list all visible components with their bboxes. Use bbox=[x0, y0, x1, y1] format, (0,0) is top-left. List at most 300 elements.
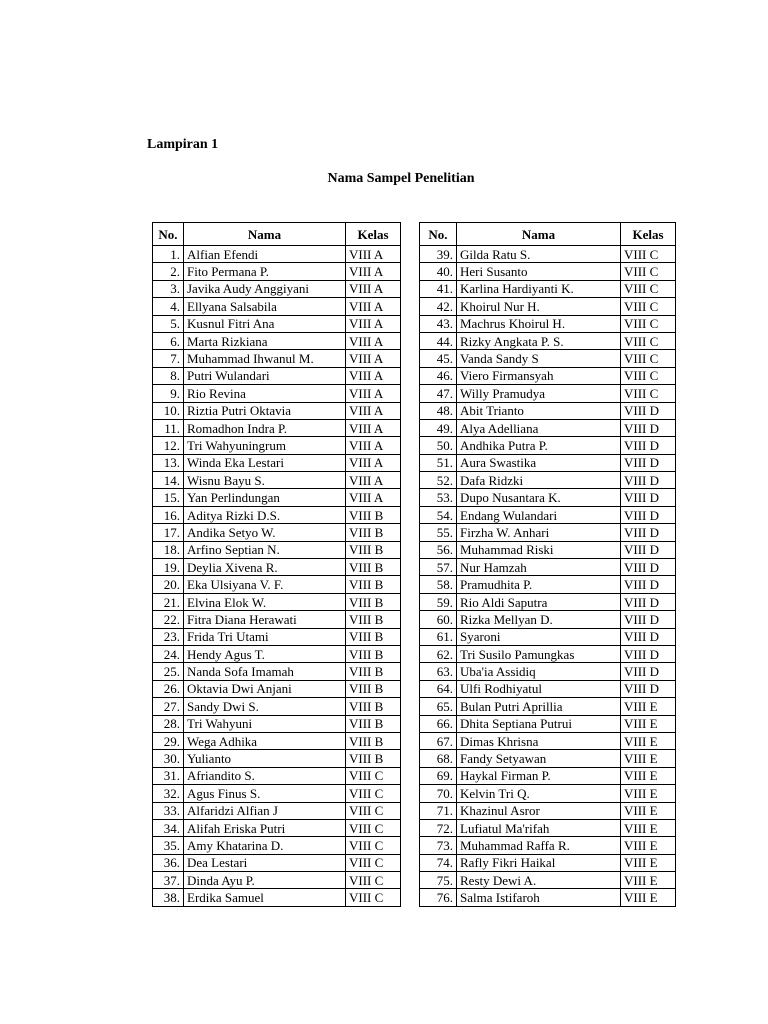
student-class: VIII E bbox=[621, 802, 676, 819]
table-row bbox=[420, 263, 676, 280]
student-name: Vanda Sandy S bbox=[457, 350, 621, 367]
table-row bbox=[420, 698, 676, 715]
table-row bbox=[153, 872, 401, 889]
header-name: Nama bbox=[184, 223, 346, 246]
student-name: Resty Dewi A. bbox=[457, 872, 621, 889]
student-class: VIII E bbox=[621, 819, 676, 836]
table-row bbox=[153, 611, 401, 628]
row-number: 49. bbox=[420, 419, 457, 436]
student-name: Pramudhita P. bbox=[457, 576, 621, 593]
student-name: Alfian Efendi bbox=[184, 246, 346, 263]
table-row bbox=[153, 628, 401, 645]
student-name: Dimas Khrisna bbox=[457, 732, 621, 749]
student-name: Agus Finus S. bbox=[184, 785, 346, 802]
student-class: VIII E bbox=[621, 785, 676, 802]
table-row bbox=[420, 385, 676, 402]
table-row bbox=[153, 315, 401, 332]
student-class: VIII D bbox=[621, 419, 676, 436]
table-row bbox=[153, 524, 401, 541]
table-row bbox=[153, 489, 401, 506]
student-name: Alya Adelliana bbox=[457, 419, 621, 436]
table-row bbox=[153, 437, 401, 454]
student-name: Ulfi Rodhiyatul bbox=[457, 680, 621, 697]
table-row bbox=[420, 854, 676, 871]
row-number: 60. bbox=[420, 611, 457, 628]
table-row bbox=[420, 680, 676, 697]
table-row bbox=[153, 802, 401, 819]
row-number: 59. bbox=[420, 593, 457, 610]
student-name: Aura Swastika bbox=[457, 454, 621, 471]
table-row bbox=[420, 663, 676, 680]
student-class: VIII D bbox=[621, 611, 676, 628]
table-row bbox=[420, 332, 676, 349]
student-name: Erdika Samuel bbox=[184, 889, 346, 906]
table-row bbox=[420, 489, 676, 506]
row-number: 39. bbox=[420, 246, 457, 263]
row-number: 36. bbox=[153, 854, 184, 871]
row-number: 73. bbox=[420, 837, 457, 854]
student-class: VIII C bbox=[346, 854, 401, 871]
row-number: 5. bbox=[153, 315, 184, 332]
document-title: Nama Sampel Penelitian bbox=[327, 171, 475, 186]
student-name: Javika Audy Anggiyani bbox=[184, 280, 346, 297]
table-row bbox=[420, 576, 676, 593]
table-row bbox=[153, 402, 401, 419]
row-number: 76. bbox=[420, 889, 457, 906]
student-name: Muhammad Ihwanul M. bbox=[184, 350, 346, 367]
row-number: 55. bbox=[420, 524, 457, 541]
student-class: VIII B bbox=[346, 680, 401, 697]
table-row bbox=[420, 350, 676, 367]
row-number: 19. bbox=[153, 559, 184, 576]
table-row bbox=[153, 698, 401, 715]
student-class: VIII C bbox=[621, 332, 676, 349]
row-number: 53. bbox=[420, 489, 457, 506]
student-name: Fandy Setyawan bbox=[457, 750, 621, 767]
student-name: Kelvin Tri Q. bbox=[457, 785, 621, 802]
student-name: Muhammad Raffa R. bbox=[457, 837, 621, 854]
student-class: VIII B bbox=[346, 732, 401, 749]
row-number: 21. bbox=[153, 593, 184, 610]
table-row bbox=[420, 419, 676, 436]
student-name: Dafa Ridzki bbox=[457, 472, 621, 489]
header-no: No. bbox=[153, 223, 184, 246]
student-class: VIII D bbox=[621, 680, 676, 697]
row-number: 75. bbox=[420, 872, 457, 889]
row-number: 47. bbox=[420, 385, 457, 402]
student-class: VIII E bbox=[621, 750, 676, 767]
student-name: Wisnu Bayu S. bbox=[184, 472, 346, 489]
row-number: 10. bbox=[153, 402, 184, 419]
table-row bbox=[420, 454, 676, 471]
student-name: Machrus Khoirul H. bbox=[457, 315, 621, 332]
student-name: Lufiatul Ma'rifah bbox=[457, 819, 621, 836]
student-class: VIII B bbox=[346, 611, 401, 628]
row-number: 18. bbox=[153, 541, 184, 558]
student-name: Salma Istifaroh bbox=[457, 889, 621, 906]
row-number: 54. bbox=[420, 506, 457, 523]
row-number: 31. bbox=[153, 767, 184, 784]
student-class: VIII D bbox=[621, 489, 676, 506]
student-name: Fito Permana P. bbox=[184, 263, 346, 280]
student-class: VIII A bbox=[346, 489, 401, 506]
student-class: VIII D bbox=[621, 628, 676, 645]
student-name: Tri Wahyuni bbox=[184, 715, 346, 732]
row-number: 51. bbox=[420, 454, 457, 471]
row-number: 26. bbox=[153, 680, 184, 697]
student-class: VIII A bbox=[346, 367, 401, 384]
student-name: Fitra Diana Herawati bbox=[184, 611, 346, 628]
student-name: Dinda Ayu P. bbox=[184, 872, 346, 889]
table-row bbox=[153, 819, 401, 836]
table-row bbox=[153, 559, 401, 576]
appendix-heading: Lampiran 1 bbox=[147, 137, 219, 152]
student-class: VIII E bbox=[621, 889, 676, 906]
table-row bbox=[420, 524, 676, 541]
row-number: 11. bbox=[153, 419, 184, 436]
student-class: VIII D bbox=[621, 454, 676, 471]
table-row bbox=[420, 559, 676, 576]
student-name: Willy Pramudya bbox=[457, 385, 621, 402]
table-row bbox=[420, 315, 676, 332]
table-row bbox=[420, 280, 676, 297]
student-class: VIII A bbox=[346, 315, 401, 332]
student-name: Haykal Firman P. bbox=[457, 767, 621, 784]
student-class: VIII A bbox=[346, 298, 401, 315]
student-class: VIII A bbox=[346, 246, 401, 263]
row-number: 44. bbox=[420, 332, 457, 349]
student-class: VIII A bbox=[346, 280, 401, 297]
table-row bbox=[420, 298, 676, 315]
student-name: Firzha W. Anhari bbox=[457, 524, 621, 541]
student-class: VIII C bbox=[346, 872, 401, 889]
student-class: VIII C bbox=[346, 837, 401, 854]
row-number: 68. bbox=[420, 750, 457, 767]
header-class: Kelas bbox=[346, 223, 401, 246]
table-row bbox=[420, 246, 676, 263]
student-class: VIII A bbox=[346, 419, 401, 436]
student-name: Rafly Fikri Haikal bbox=[457, 854, 621, 871]
row-number: 62. bbox=[420, 645, 457, 662]
student-class: VIII E bbox=[621, 698, 676, 715]
student-class: VIII E bbox=[621, 732, 676, 749]
table-row bbox=[420, 367, 676, 384]
row-number: 4. bbox=[153, 298, 184, 315]
student-name: Alfaridzi Alfian J bbox=[184, 802, 346, 819]
header-name: Nama bbox=[457, 223, 621, 246]
student-class: VIII C bbox=[621, 385, 676, 402]
student-class: VIII C bbox=[346, 785, 401, 802]
table-row bbox=[153, 593, 401, 610]
table-row bbox=[153, 385, 401, 402]
student-class: VIII B bbox=[346, 750, 401, 767]
table-row bbox=[153, 767, 401, 784]
student-name: Riztia Putri Oktavia bbox=[184, 402, 346, 419]
student-name: Arfino Septian N. bbox=[184, 541, 346, 558]
table-row bbox=[420, 715, 676, 732]
student-name: Nur Hamzah bbox=[457, 559, 621, 576]
student-class: VIII C bbox=[346, 889, 401, 906]
table-row bbox=[420, 611, 676, 628]
row-number: 70. bbox=[420, 785, 457, 802]
table-header-row bbox=[420, 223, 676, 246]
student-name: Rio Revina bbox=[184, 385, 346, 402]
student-name: Karlina Hardiyanti K. bbox=[457, 280, 621, 297]
student-name: Alifah Eriska Putri bbox=[184, 819, 346, 836]
table-row bbox=[153, 367, 401, 384]
row-number: 16. bbox=[153, 506, 184, 523]
table-row bbox=[153, 715, 401, 732]
row-number: 72. bbox=[420, 819, 457, 836]
student-name: Rizky Angkata P. S. bbox=[457, 332, 621, 349]
row-number: 71. bbox=[420, 802, 457, 819]
table-row bbox=[153, 541, 401, 558]
table-row bbox=[420, 819, 676, 836]
student-class: VIII B bbox=[346, 593, 401, 610]
student-name: Rio Aldi Saputra bbox=[457, 593, 621, 610]
student-class: VIII A bbox=[346, 437, 401, 454]
row-number: 58. bbox=[420, 576, 457, 593]
table-row bbox=[420, 402, 676, 419]
row-number: 66. bbox=[420, 715, 457, 732]
student-name: Elvina Elok W. bbox=[184, 593, 346, 610]
student-name: Oktavia Dwi Anjani bbox=[184, 680, 346, 697]
student-name: Rizka Mellyan D. bbox=[457, 611, 621, 628]
table-row bbox=[153, 454, 401, 471]
row-number: 63. bbox=[420, 663, 457, 680]
student-class: VIII D bbox=[621, 524, 676, 541]
student-class: VIII A bbox=[346, 350, 401, 367]
row-number: 52. bbox=[420, 472, 457, 489]
student-class: VIII D bbox=[621, 541, 676, 558]
table-row bbox=[420, 437, 676, 454]
table-row bbox=[420, 593, 676, 610]
row-number: 28. bbox=[153, 715, 184, 732]
student-name: Khoirul Nur H. bbox=[457, 298, 621, 315]
student-class: VIII B bbox=[346, 541, 401, 558]
row-number: 7. bbox=[153, 350, 184, 367]
table-row bbox=[153, 332, 401, 349]
student-name: Romadhon Indra P. bbox=[184, 419, 346, 436]
student-name: Gilda Ratu S. bbox=[457, 246, 621, 263]
student-class: VIII C bbox=[621, 280, 676, 297]
student-class: VIII D bbox=[621, 593, 676, 610]
row-number: 29. bbox=[153, 732, 184, 749]
student-class: VIII B bbox=[346, 645, 401, 662]
student-name: Khazinul Asror bbox=[457, 802, 621, 819]
student-name: Heri Susanto bbox=[457, 263, 621, 280]
table-row bbox=[153, 889, 401, 906]
row-number: 8. bbox=[153, 367, 184, 384]
table-row bbox=[153, 854, 401, 871]
row-number: 35. bbox=[153, 837, 184, 854]
row-number: 43. bbox=[420, 315, 457, 332]
table-row bbox=[420, 750, 676, 767]
student-name: Aditya Rizki D.S. bbox=[184, 506, 346, 523]
student-name: Yan Perlindungan bbox=[184, 489, 346, 506]
student-class: VIII A bbox=[346, 454, 401, 471]
row-number: 45. bbox=[420, 350, 457, 367]
table-row bbox=[420, 889, 676, 906]
student-class: VIII A bbox=[346, 263, 401, 280]
row-number: 67. bbox=[420, 732, 457, 749]
table-row bbox=[153, 280, 401, 297]
student-class: VIII D bbox=[621, 437, 676, 454]
table-row bbox=[153, 263, 401, 280]
student-name: Viero Firmansyah bbox=[457, 367, 621, 384]
row-number: 57. bbox=[420, 559, 457, 576]
student-class: VIII C bbox=[621, 315, 676, 332]
row-number: 22. bbox=[153, 611, 184, 628]
table-row bbox=[153, 837, 401, 854]
row-number: 23. bbox=[153, 628, 184, 645]
student-name: Tri Susilo Pamungkas bbox=[457, 645, 621, 662]
header-class: Kelas bbox=[621, 223, 676, 246]
student-name: Sandy Dwi S. bbox=[184, 698, 346, 715]
student-name: Amy Khatarina D. bbox=[184, 837, 346, 854]
row-number: 61. bbox=[420, 628, 457, 645]
student-class: VIII D bbox=[621, 663, 676, 680]
table-row bbox=[420, 506, 676, 523]
student-class: VIII A bbox=[346, 332, 401, 349]
row-number: 65. bbox=[420, 698, 457, 715]
row-number: 3. bbox=[153, 280, 184, 297]
student-name: Muhammad Riski bbox=[457, 541, 621, 558]
student-class: VIII B bbox=[346, 663, 401, 680]
row-number: 46. bbox=[420, 367, 457, 384]
row-number: 40. bbox=[420, 263, 457, 280]
student-name: Afriandito S. bbox=[184, 767, 346, 784]
sample-table-left bbox=[152, 222, 401, 907]
table-row bbox=[420, 541, 676, 558]
student-name: Ellyana Salsabila bbox=[184, 298, 346, 315]
student-class: VIII E bbox=[621, 837, 676, 854]
row-number: 27. bbox=[153, 698, 184, 715]
student-class: VIII A bbox=[346, 402, 401, 419]
student-name: Hendy Agus T. bbox=[184, 645, 346, 662]
student-class: VIII C bbox=[621, 367, 676, 384]
row-number: 37. bbox=[153, 872, 184, 889]
student-class: VIII A bbox=[346, 472, 401, 489]
table-row bbox=[420, 802, 676, 819]
table-row bbox=[420, 785, 676, 802]
row-number: 33. bbox=[153, 802, 184, 819]
student-name: Yulianto bbox=[184, 750, 346, 767]
student-class: VIII B bbox=[346, 715, 401, 732]
table-row bbox=[153, 419, 401, 436]
student-name: Winda Eka Lestari bbox=[184, 454, 346, 471]
student-class: VIII B bbox=[346, 628, 401, 645]
row-number: 20. bbox=[153, 576, 184, 593]
row-number: 17. bbox=[153, 524, 184, 541]
row-number: 30. bbox=[153, 750, 184, 767]
table-row bbox=[420, 645, 676, 662]
student-class: VIII D bbox=[621, 472, 676, 489]
student-class: VIII C bbox=[621, 298, 676, 315]
row-number: 38. bbox=[153, 889, 184, 906]
student-name: Endang Wulandari bbox=[457, 506, 621, 523]
student-class: VIII E bbox=[621, 767, 676, 784]
student-name: Dea Lestari bbox=[184, 854, 346, 871]
student-name: Eka Ulsiyana V. F. bbox=[184, 576, 346, 593]
student-name: Tri Wahyuningrum bbox=[184, 437, 346, 454]
table-row bbox=[153, 506, 401, 523]
student-name: Kusnul Fitri Ana bbox=[184, 315, 346, 332]
row-number: 1. bbox=[153, 246, 184, 263]
student-class: VIII E bbox=[621, 854, 676, 871]
row-number: 42. bbox=[420, 298, 457, 315]
student-name: Syaroni bbox=[457, 628, 621, 645]
table-row bbox=[153, 576, 401, 593]
row-number: 41. bbox=[420, 280, 457, 297]
row-number: 32. bbox=[153, 785, 184, 802]
table-row bbox=[153, 246, 401, 263]
student-name: Putri Wulandari bbox=[184, 367, 346, 384]
row-number: 13. bbox=[153, 454, 184, 471]
student-class: VIII D bbox=[621, 645, 676, 662]
student-class: VIII B bbox=[346, 559, 401, 576]
student-name: Marta Rizkiana bbox=[184, 332, 346, 349]
student-name: Uba'ia Assidiq bbox=[457, 663, 621, 680]
table-row bbox=[420, 472, 676, 489]
row-number: 12. bbox=[153, 437, 184, 454]
student-name: Frida Tri Utami bbox=[184, 628, 346, 645]
student-name: Nanda Sofa Imamah bbox=[184, 663, 346, 680]
table-row bbox=[420, 837, 676, 854]
table-row bbox=[153, 680, 401, 697]
header-no: No. bbox=[420, 223, 457, 246]
student-class: VIII C bbox=[621, 350, 676, 367]
student-class: VIII C bbox=[621, 263, 676, 280]
row-number: 56. bbox=[420, 541, 457, 558]
student-class: VIII C bbox=[346, 802, 401, 819]
student-class: VIII E bbox=[621, 872, 676, 889]
row-number: 48. bbox=[420, 402, 457, 419]
student-class: VIII C bbox=[346, 819, 401, 836]
table-row bbox=[153, 645, 401, 662]
row-number: 74. bbox=[420, 854, 457, 871]
row-number: 24. bbox=[153, 645, 184, 662]
row-number: 2. bbox=[153, 263, 184, 280]
student-class: VIII C bbox=[621, 246, 676, 263]
table-row bbox=[153, 350, 401, 367]
table-row bbox=[153, 298, 401, 315]
student-class: VIII D bbox=[621, 506, 676, 523]
student-class: VIII D bbox=[621, 402, 676, 419]
row-number: 14. bbox=[153, 472, 184, 489]
student-name: Andika Setyo W. bbox=[184, 524, 346, 541]
student-name: Bulan Putri Aprillia bbox=[457, 698, 621, 715]
row-number: 69. bbox=[420, 767, 457, 784]
table-row bbox=[153, 750, 401, 767]
student-class: VIII C bbox=[346, 767, 401, 784]
student-name: Andhika Putra P. bbox=[457, 437, 621, 454]
student-name: Dupo Nusantara K. bbox=[457, 489, 621, 506]
student-class: VIII B bbox=[346, 698, 401, 715]
table-row bbox=[153, 732, 401, 749]
table-row bbox=[420, 767, 676, 784]
student-class: VIII B bbox=[346, 524, 401, 541]
row-number: 6. bbox=[153, 332, 184, 349]
student-name: Dhita Septiana Putrui bbox=[457, 715, 621, 732]
row-number: 25. bbox=[153, 663, 184, 680]
table-row bbox=[153, 663, 401, 680]
row-number: 64. bbox=[420, 680, 457, 697]
student-name: Deylia Xivena R. bbox=[184, 559, 346, 576]
student-class: VIII E bbox=[621, 715, 676, 732]
table-row bbox=[153, 785, 401, 802]
table-row bbox=[153, 472, 401, 489]
